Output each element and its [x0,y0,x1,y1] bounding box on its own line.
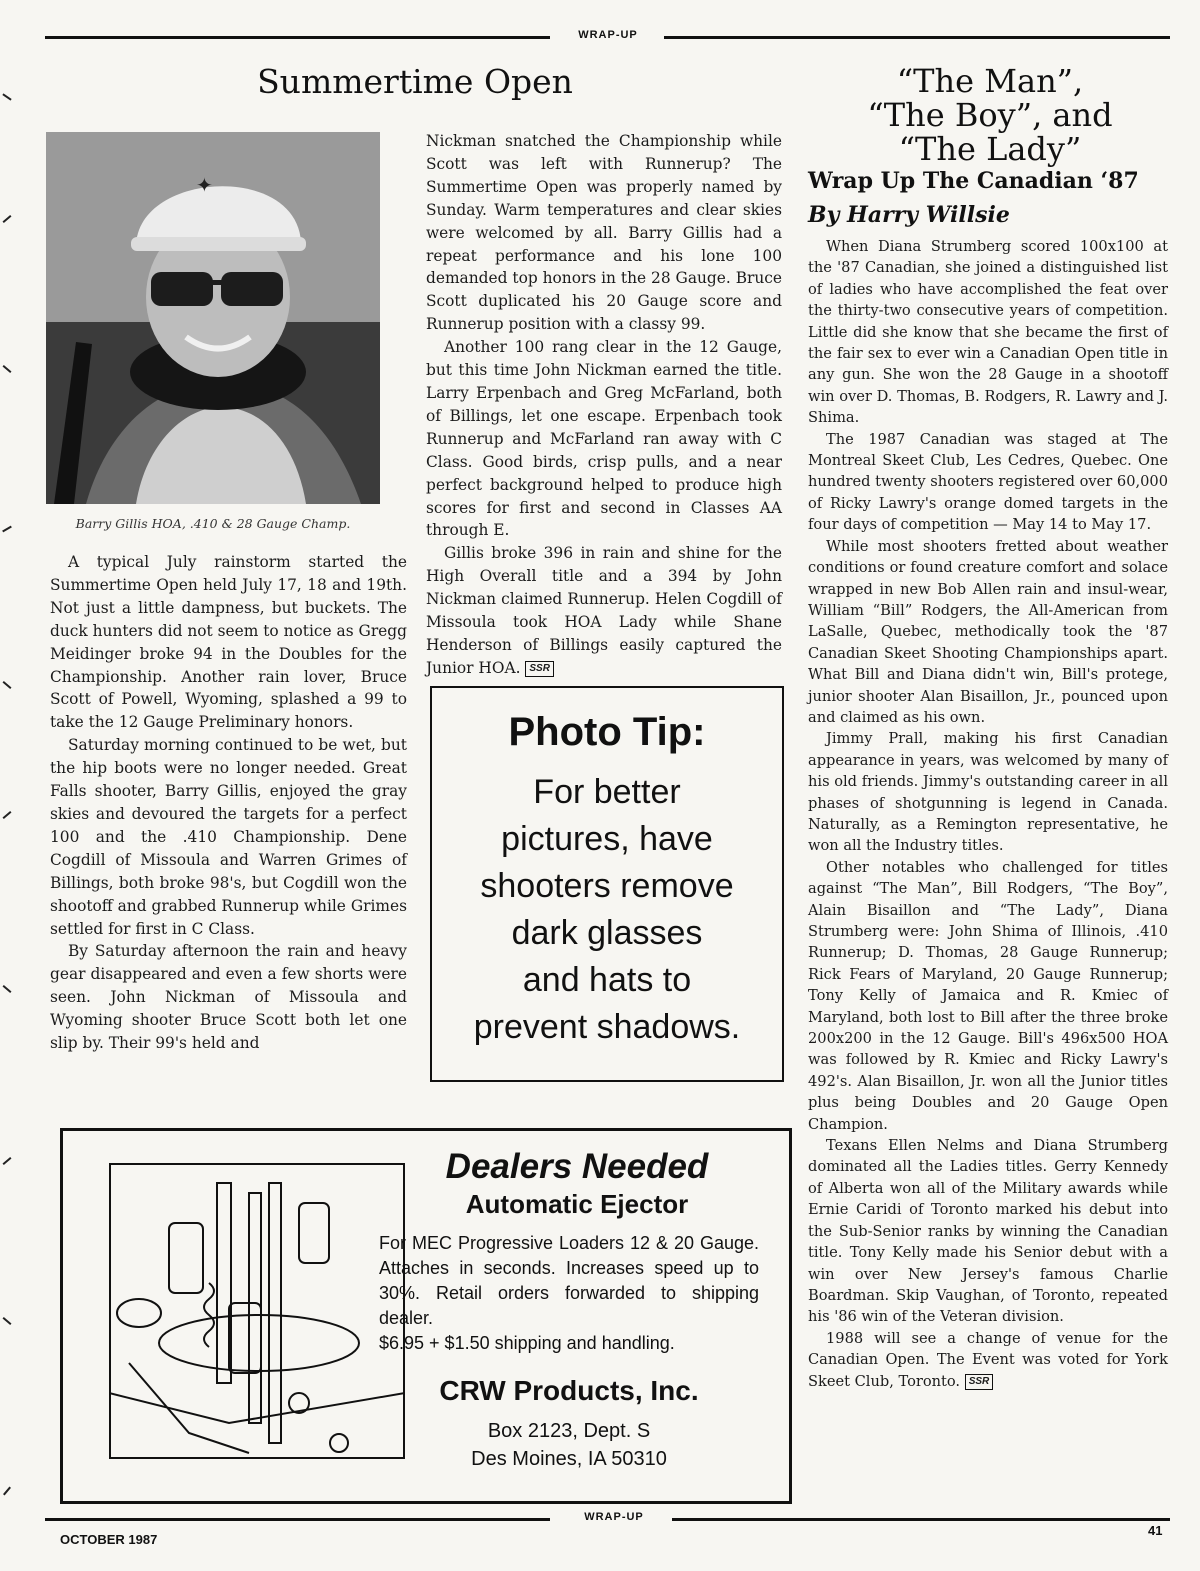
header-label: WRAP-UP [552,29,664,41]
margin-tick [3,1317,12,1325]
left-article-column-2 [426,130,782,680]
photo-tip-line: prevent shadows. [473,1008,741,1046]
paragraph-text: Gillis broke 396 in rain and shine for the High Overall title and a 394 by John Nickman claimed Runnerup. Helen Cogdill of Missoula took HOA Lady while Shane Henderson of Billings easily captured the Junior HOA. [426,544,782,677]
ad-price: $6.95 + $1.50 shipping and handling. [379,1333,675,1353]
paragraph: Saturday morning continued to be wet, but the hip boots were no longer needed. Great Falls shooter, Barry Gillis, enjoyed the gray skies and devoured the targets for a perfect 100 and the .410 Championship. Dene Cogdill of Missoula and Warren Grimes of Billings, both broke 98's, but Cogdill won the shootoff and grabbed Runnerup while Grimes settled for first in C Class. [50,736,407,938]
paragraph-text: 1988 will see a change of venue for the Canadian Open. The Event was voted for York Skeet Club, Toronto. [808,1329,1168,1390]
title-line: “The Lady” [898,130,1082,168]
paragraph: When Diana Strumberg scored 100x100 at the '87 Canadian, she joined a distinguished list of ladies who have accomplished the feat over the thirty-two consecutive years of competition. Little did she know that she became the first of the fair sex to ever win a Canadian Open title in any gun. She won the 28 Gauge in a shootoff win over D. Thomas, B. Rodgers, R. Lawry and J. Shima. [808,238,1168,427]
dealers-needed-ad [60,1128,792,1504]
margin-tick [3,811,12,819]
photo-barry-gillis [46,132,380,504]
photo-tip-box [430,686,784,1082]
article-title: Summertime Open [257,62,573,101]
photo-caption: Barry Gillis HOA, .410 & 28 Gauge Champ. [75,516,351,531]
paragraph: Nickman snatched the Championship while Scott was left with Runnerup? The Summertime Open was properly named by Sunday. Warm temperatures and clear skies were welcomed by all. Barry Gillis had a repeat performance and his lone 100 demanded top honors in the 28 Gauge. Bruce Scott duplicated his 20 Gauge score and Runnerup position with a classy 99. [426,132,782,334]
right-article-column [808,236,1168,1392]
ad-company: CRW Products, Inc. [439,1375,699,1406]
photo-tip-line: and hats to [522,961,692,999]
svg-text:✦: ✦ [196,173,213,197]
paragraph: Another 100 rang clear in the 12 Gauge, but this time John Nickman earned the title. Larry Erpenbach and Greg McFarland, both of Billings, let one escape. Erpenbach took Runnerup and McFarland ran away with C Class. Good birds, crisp pulls, and a near perfect background helped to produce high scores for first and second in Classes AA through E. [426,338,782,540]
portrait-photo [46,132,380,504]
ad-address-line-1: Box 2123, Dept. S [487,1420,651,1442]
footer-rule-left [45,1518,550,1521]
ad-body: For MEC Progressive Loaders 12 & 20 Gauge. Attaches in seconds. Increases speed up to 30%. Retail orders forwarded to shipping dealer. [379,1233,759,1328]
ad-subhead: Automatic Ejector [465,1189,689,1219]
left-article-column-1 [50,551,407,1055]
ejector-illustration [109,1163,405,1459]
paragraph: The 1987 Canadian was staged at The Montreal Skeet Club, Les Cedres, Quebec. One hundred twenty shooters registered over 60,000 of Ricky Lawry's orange domed targets in the four days of competition — May 14 to May 17. [808,430,1168,534]
header-rule-left [45,36,550,39]
right-article-subtitle: Wrap Up The Canadian ‘87 [808,168,1139,194]
ssr-end-mark: SSR [525,661,554,677]
margin-tick [3,365,12,373]
photo-tip-line: dark glasses [511,914,703,952]
margin-tick [2,526,12,533]
page-number: 41 [1148,1523,1163,1538]
issue-date: OCTOBER 1987 [60,1532,158,1547]
paragraph: While most shooters fretted about weather conditions or found creature comfort and solace wrapped in new Bob Allen rain and insul-wear, William “Bill” Rodgers, the All-American from LaSalle, Quebec, methodically took the '87 Canadian Skeet Shooting Championships apart. What Bill and Diana didn't win, Bill's protege, junior shooter Alan Bisaillon, Jr., pounced upon and claimed as his own. [808,537,1168,726]
photo-tip-line: For better [533,773,681,811]
margin-tick [3,681,12,689]
photo-tip-line: shooters remove [480,867,734,905]
margin-tick [3,1487,11,1496]
title-line: “The Boy”, and [867,96,1113,134]
paragraph [426,542,782,679]
paragraph: A typical July rainstorm started the Summertime Open held July 17, 18 and 19th. Not just a little dampness, but buckets. The duck hunters did not seem to notice as Gregg Meidinger broke 94 in the Doubles for the Championship. Another rain lover, Bruce Scott of Powell, Wyoming, splashed a 99 to take the 12 Gauge Preliminary honors. [50,553,407,732]
header-rule-right [655,36,1170,39]
margin-tick [3,985,12,993]
paragraph: Texans Ellen Nelms and Diana Strumberg dominated all the Ladies titles. Gerry Kennedy of Alberta won all of the Military awards while Ernie Caridi of Toronto marked his debut into the Sub-Senior ranks by winning the Canadian title. Tony Kelly made his Senior debut with a win over New Jersey's famous Charlie Boardman. Skip Vaughan, of Toronto, repeated his '86 win of the Veteran division. [808,1137,1168,1326]
ad-address-line-2: Des Moines, IA 50310 [471,1448,667,1470]
margin-tick [3,215,12,223]
photo-tip-line: pictures, have [501,820,713,858]
right-article-byline: By Harry Willsie [808,202,1010,228]
footer-label: WRAP-UP [556,1511,672,1523]
paragraph [808,1328,1168,1392]
paragraph: Other notables who challenged for titles against “The Man”, Bill Rodgers, “The Boy”, Alain Bisaillon and “The Lady”, Diana Strumberg were: John Shima of Illinois, .410 Runnerup; D. Thomas, 28 Gauge Runnerup; Rick Fears of Maryland, 20 Gauge Runnerup; Tony Kelly of Jamaica and R. Kmiec of Maryland, both lost to Bill after the three broke 200x200 in the 12 Gauge. Bill's 496x500 HOA was followed by R. Kmiec and Ricky Lawry's 492's. Alan Bisaillon, Jr. won all the Junior titles plus being Doubles and 20 Gauge Open Champion. [808,858,1168,1133]
paragraph: By Saturday afternoon the rain and heavy gear disappeared and even a few shorts were seen. John Nickman of Missoula and Wyoming shooter Bruce Scott both let one slip by. Their 99's held and [50,942,407,1053]
footer-rule-right [665,1518,1170,1521]
ssr-end-mark: SSR [965,1374,994,1390]
margin-tick [2,93,11,100]
title-line: “The Man”, [896,62,1084,100]
paragraph: Jimmy Prall, making his first Canadian appearance in years, was welcomed by many of his old friends. Jimmy's outstanding career in all phases of shotgunning is legend in Canada. Naturally, as a Remington representative, he won all the Industry titles. [808,730,1168,855]
photo-tip-title: Photo Tip: [508,710,706,754]
ad-headline: Dealers Needed [445,1147,709,1186]
margin-tick [3,1157,12,1165]
